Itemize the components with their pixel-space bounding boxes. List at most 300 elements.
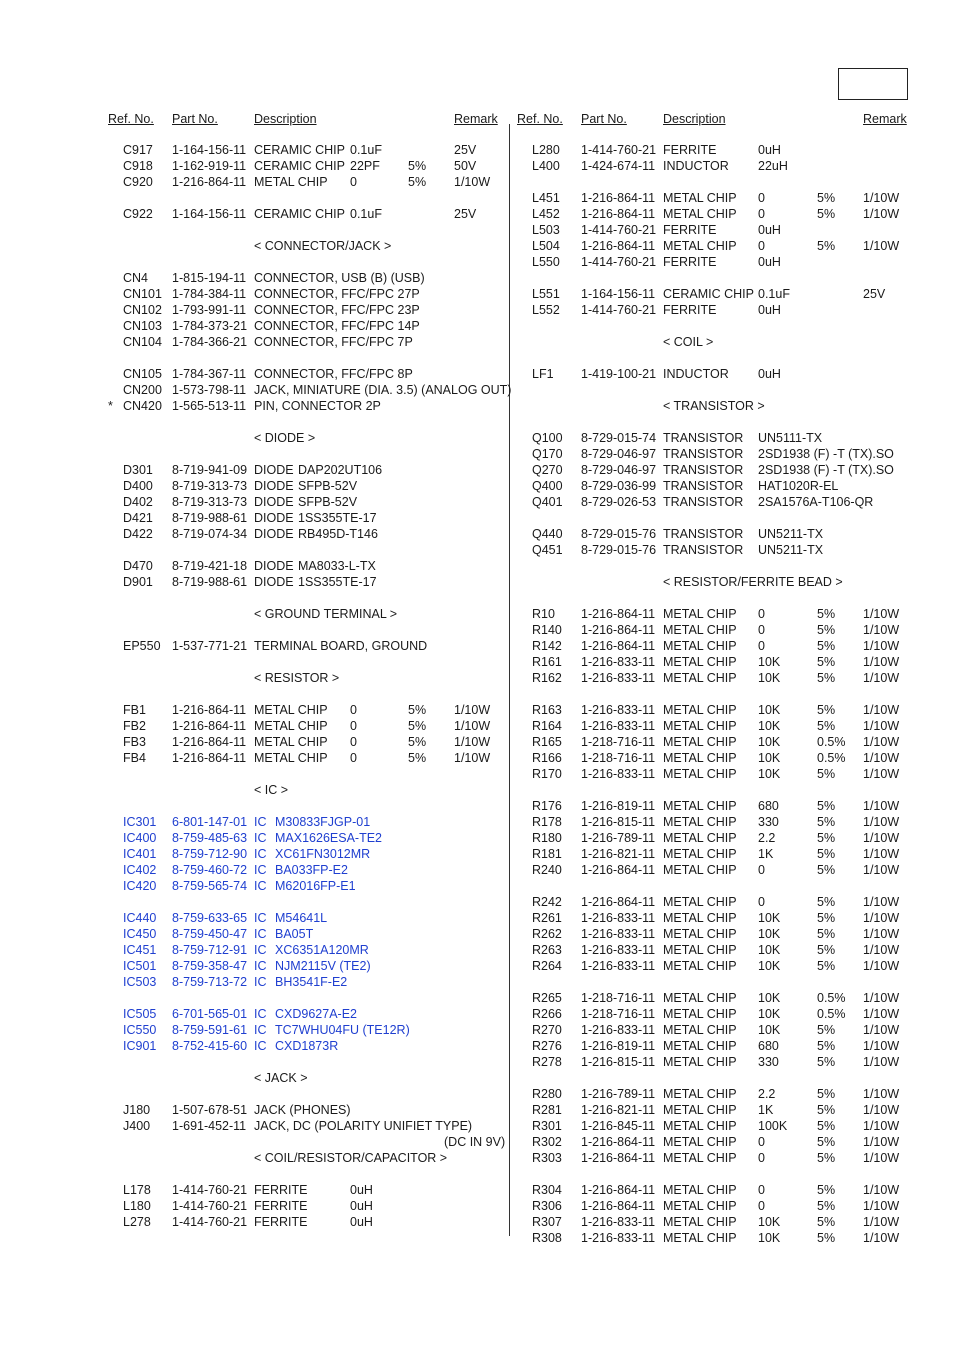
remark-note: [108, 1134, 506, 1150]
component-name: SFPB-52V: [298, 479, 358, 493]
value: 0: [758, 1183, 765, 1197]
part-no: 1-216-833-11: [581, 927, 656, 941]
description: METAL CHIP: [663, 959, 737, 973]
blank-row: [108, 766, 500, 782]
rating: 25V: [454, 207, 477, 221]
part-no: 1-216-833-11: [581, 959, 656, 973]
description: TRANSISTOR: [663, 543, 744, 557]
ref-no: R280: [532, 1087, 562, 1101]
part-row: [517, 1150, 907, 1166]
ref-no: IC301: [123, 815, 157, 829]
part-row: [517, 1038, 907, 1054]
part-row: [108, 1038, 500, 1054]
tolerance: 5%: [817, 959, 836, 973]
part-no: 8-719-988-61: [172, 511, 248, 525]
description-kind: IC: [254, 831, 267, 845]
rating: 1/10W: [863, 1087, 900, 1101]
description: CERAMIC CHIP: [254, 207, 345, 221]
ref-no: L180: [123, 1199, 151, 1213]
ref-no: R10: [532, 607, 555, 621]
ref-no: LF1: [532, 367, 554, 381]
description: METAL CHIP: [663, 639, 737, 653]
part-no: 1-815-194-11: [172, 271, 247, 285]
value: 0: [350, 735, 357, 749]
value: 0: [758, 623, 765, 637]
part-row: [517, 542, 907, 558]
ref-no: IC451: [123, 943, 157, 957]
part-no: 8-729-015-74: [581, 431, 657, 445]
description: FERRITE: [254, 1215, 308, 1229]
blank-row: [517, 414, 907, 430]
value: 0: [758, 1135, 765, 1149]
component-name: NJM2115V (TE2): [275, 959, 371, 973]
part-row: [108, 958, 500, 974]
part-row: [108, 718, 500, 734]
tolerance: 0.5%: [817, 991, 846, 1005]
part-no: 8-759-633-65: [172, 911, 248, 925]
part-no: 1-216-833-11: [581, 1215, 656, 1229]
value: 22PF: [350, 159, 380, 173]
rating: 1/10W: [863, 1183, 900, 1197]
description: METAL CHIP: [663, 1199, 737, 1213]
part-no: 1-216-864-11: [172, 175, 247, 189]
part-no: 1-216-819-11: [581, 799, 656, 813]
ref-no: R170: [532, 767, 562, 781]
value: 2.2: [758, 831, 776, 845]
description: CONNECTOR, FFC/FPC 7P: [254, 335, 413, 349]
part-row: [517, 1054, 907, 1070]
part-row: [517, 606, 907, 622]
part-row: [108, 302, 500, 318]
component-name: CXD1873R: [275, 1039, 339, 1053]
part-no: 1-216-833-11: [581, 1023, 656, 1037]
description: METAL CHIP: [663, 623, 737, 637]
value: 10K: [758, 927, 781, 941]
value: 0uH: [758, 223, 781, 237]
description: METAL CHIP: [254, 751, 328, 765]
part-row: [108, 398, 500, 414]
description: METAL CHIP: [663, 207, 737, 221]
tolerance: 0.5%: [817, 735, 846, 749]
part-no: 8-719-074-34: [172, 527, 248, 541]
ref-no: IC501: [123, 959, 157, 973]
part-no: 8-729-015-76: [581, 527, 657, 541]
ref-no: R303: [532, 1151, 562, 1165]
rating: 1/10W: [863, 719, 900, 733]
description: METAL CHIP: [663, 895, 737, 909]
part-row: [517, 766, 907, 782]
part-row: [108, 270, 500, 286]
blank-row: [517, 590, 907, 606]
description: METAL CHIP: [663, 943, 737, 957]
value: 10K: [758, 1023, 781, 1037]
rating: 1/10W: [863, 767, 900, 781]
section-heading: [108, 1150, 500, 1166]
description: METAL CHIP: [663, 719, 737, 733]
tolerance: 5%: [817, 671, 836, 685]
ref-no: R242: [532, 895, 562, 909]
tolerance: 5%: [817, 719, 836, 733]
value: 10K: [758, 735, 781, 749]
ref-no: R161: [532, 655, 562, 669]
ref-no: R301: [532, 1119, 562, 1133]
blank-row: [108, 1086, 500, 1102]
header-remark: Remark: [863, 112, 907, 126]
part-row: [517, 942, 907, 958]
tolerance: 5%: [817, 831, 836, 845]
part-no: 1-216-864-11: [581, 863, 656, 877]
component-name: XC6351A120MR: [275, 943, 369, 957]
ref-no: L550: [532, 255, 560, 269]
part-no: 8-759-712-91: [172, 943, 248, 957]
tolerance: 5%: [817, 1135, 836, 1149]
part-no: 8-759-591-61: [172, 1023, 248, 1037]
value: 0: [758, 607, 765, 621]
blank-row: [108, 798, 500, 814]
blank-row: [517, 558, 907, 574]
description: FERRITE: [254, 1183, 308, 1197]
tolerance: 5%: [817, 1119, 836, 1133]
description-kind: DIODE: [254, 511, 294, 525]
part-row: [108, 206, 500, 222]
part-row: [108, 158, 500, 174]
ref-no: IC420: [123, 879, 157, 893]
part-row: [517, 142, 907, 158]
section-title: < RESISTOR/FERRITE BEAD >: [663, 575, 843, 589]
blank-row: [517, 1070, 907, 1086]
part-row: [517, 750, 907, 766]
tolerance: 5%: [817, 943, 836, 957]
part-row: [517, 830, 907, 846]
part-no: 8-719-313-73: [172, 495, 248, 509]
part-row: [108, 1022, 500, 1038]
part-row: [517, 478, 907, 494]
value: 10K: [758, 911, 781, 925]
part-no: 1-784-373-21: [172, 319, 248, 333]
rating: 1/10W: [454, 719, 491, 733]
value: 10K: [758, 991, 781, 1005]
ref-no: CN105: [123, 367, 162, 381]
ref-no: FB2: [123, 719, 146, 733]
value: 0: [758, 1151, 765, 1165]
part-row: [517, 814, 907, 830]
part-no: 1-216-864-11: [581, 607, 656, 621]
value: 10K: [758, 703, 781, 717]
description: INDUCTOR: [663, 159, 729, 173]
remark-note-text: (DC IN 9V): [444, 1135, 506, 1149]
tolerance: 5%: [817, 607, 836, 621]
description: TRANSISTOR: [663, 495, 744, 509]
rating: 1/10W: [863, 239, 900, 253]
ref-no: R264: [532, 959, 562, 973]
rating: 1/10W: [863, 191, 900, 205]
ref-no: L178: [123, 1183, 151, 1197]
section-heading: [108, 238, 500, 254]
part-no: 8-759-565-74: [172, 879, 248, 893]
tolerance: 5%: [817, 1055, 836, 1069]
ref-no: CN101: [123, 287, 162, 301]
section-heading: [108, 430, 500, 446]
part-row: [517, 366, 907, 382]
value: 0: [350, 703, 357, 717]
part-no: 1-537-771-21: [172, 639, 248, 653]
description: CONNECTOR, FFC/FPC 27P: [254, 287, 420, 301]
part-row: [517, 990, 907, 1006]
ref-no: CN420: [123, 399, 162, 413]
part-row: [517, 462, 907, 478]
description: CONNECTOR, FFC/FPC 8P: [254, 367, 413, 381]
description: METAL CHIP: [663, 863, 737, 877]
ref-no: IC450: [123, 927, 157, 941]
ref-no: CN200: [123, 383, 162, 397]
part-no: 1-216-833-11: [581, 911, 656, 925]
blank-row: [108, 414, 500, 430]
tolerance: 5%: [408, 735, 427, 749]
part-no: 8-729-015-76: [581, 543, 657, 557]
description: FERRITE: [663, 223, 717, 237]
blank-row: [108, 254, 500, 270]
part-no: 1-793-991-11: [172, 303, 247, 317]
ref-no: D400: [123, 479, 153, 493]
value: 2SD1938 (F) -T (TX).SO: [758, 447, 894, 461]
description: TRANSISTOR: [663, 479, 744, 493]
description-kind: IC: [254, 1023, 267, 1037]
description: JACK, DC (POLARITY UNIFIET TYPE): [254, 1119, 473, 1133]
rating: 1/10W: [863, 735, 900, 749]
value: 0.1uF: [350, 207, 382, 221]
tolerance: 5%: [817, 767, 836, 781]
description: METAL CHIP: [663, 751, 737, 765]
description-kind: IC: [254, 863, 267, 877]
ref-no: IC440: [123, 911, 157, 925]
ref-no: CN104: [123, 335, 162, 349]
part-no: 6-801-147-01: [172, 815, 248, 829]
part-row: [108, 734, 500, 750]
tolerance: 5%: [817, 655, 836, 669]
rating: 1/10W: [863, 623, 900, 637]
tolerance: 5%: [817, 847, 836, 861]
part-no: 1-507-678-51: [172, 1103, 248, 1117]
ref-no: C920: [123, 175, 153, 189]
part-row: [108, 574, 500, 590]
description: PIN, CONNECTOR 2P: [254, 399, 381, 413]
description: METAL CHIP: [663, 1103, 737, 1117]
part-row: [517, 702, 907, 718]
ref-no: R140: [532, 623, 562, 637]
tolerance: 5%: [817, 1087, 836, 1101]
ref-no: R180: [532, 831, 562, 845]
section-title: < COIL >: [663, 335, 714, 349]
blank-row: [517, 270, 907, 286]
value: 0.1uF: [758, 287, 790, 301]
part-no: 1-218-716-11: [581, 991, 656, 1005]
part-no: 1-164-156-11: [172, 207, 247, 221]
part-row: [108, 814, 500, 830]
header-ref-no: Ref. No.: [108, 112, 154, 126]
tolerance: 5%: [408, 703, 427, 717]
tolerance: 5%: [817, 927, 836, 941]
ref-no: CN102: [123, 303, 162, 317]
part-no: 1-216-864-11: [581, 623, 656, 637]
part-row: [108, 910, 500, 926]
part-row: [517, 862, 907, 878]
header-part-no: Part No.: [581, 112, 627, 126]
header-part-no: Part No.: [172, 112, 218, 126]
rating: 1/10W: [863, 1215, 900, 1229]
ref-no: C918: [123, 159, 153, 173]
header-ref-no: Ref. No.: [517, 112, 563, 126]
rating: 1/10W: [863, 207, 900, 221]
part-row: [517, 958, 907, 974]
rating: 1/10W: [863, 1199, 900, 1213]
rating: 1/10W: [863, 655, 900, 669]
part-row: [517, 526, 907, 542]
ref-no: Q440: [532, 527, 563, 541]
description-kind: DIODE: [254, 479, 294, 493]
part-no: 1-216-821-11: [581, 1103, 656, 1117]
value: UN5211-TX: [758, 543, 824, 557]
rating: 1/10W: [863, 895, 900, 909]
part-no: 1-164-156-11: [581, 287, 656, 301]
section-heading: [108, 1070, 500, 1086]
ref-no: Q270: [532, 463, 563, 477]
ref-no: L551: [532, 287, 560, 301]
part-row: [517, 494, 907, 510]
rating: 1/10W: [863, 607, 900, 621]
part-row: [517, 430, 907, 446]
rating: 1/10W: [863, 671, 900, 685]
value: 330: [758, 1055, 779, 1069]
tolerance: 5%: [817, 639, 836, 653]
part-no: 1-784-366-21: [172, 335, 248, 349]
description: TRANSISTOR: [663, 527, 744, 541]
part-row: [108, 366, 500, 382]
column-header: [108, 112, 500, 128]
blank-row: [108, 446, 500, 462]
tolerance: 5%: [817, 1183, 836, 1197]
value: 0uH: [758, 367, 781, 381]
part-row: [108, 1102, 500, 1118]
part-row: [517, 1102, 907, 1118]
blank-row: [517, 974, 907, 990]
part-no: 1-573-798-11: [172, 383, 247, 397]
part-no: 1-216-864-11: [172, 703, 247, 717]
blank-row: [108, 686, 500, 702]
description: METAL CHIP: [663, 815, 737, 829]
ref-no: CN4: [123, 271, 149, 285]
part-no: 1-216-864-11: [172, 735, 247, 749]
ref-no: R308: [532, 1231, 562, 1245]
ref-no: D402: [123, 495, 153, 509]
description: METAL CHIP: [663, 1215, 737, 1229]
part-no: 8-729-046-97: [581, 447, 657, 461]
ref-no: L452: [532, 207, 560, 221]
part-row: [108, 494, 500, 510]
tolerance: 5%: [817, 1023, 836, 1037]
description-kind: IC: [254, 879, 267, 893]
part-no: 1-216-819-11: [581, 1039, 656, 1053]
tolerance: 5%: [817, 1199, 836, 1213]
description: METAL CHIP: [663, 735, 737, 749]
value: 0: [758, 191, 765, 205]
description: METAL CHIP: [663, 1055, 737, 1069]
component-name: XC61FN3012MR: [275, 847, 371, 861]
part-no: 1-565-513-11: [172, 399, 247, 413]
part-no: 1-216-845-11: [581, 1119, 656, 1133]
value: UN5111-TX: [758, 431, 823, 445]
part-row: [108, 702, 500, 718]
description: METAL CHIP: [663, 1039, 737, 1053]
part-row: [517, 1198, 907, 1214]
section-heading: [517, 398, 907, 414]
rating: 50V: [454, 159, 477, 173]
description: METAL CHIP: [663, 911, 737, 925]
ref-no: R240: [532, 863, 562, 877]
description-kind: DIODE: [254, 527, 294, 541]
part-row: [517, 1086, 907, 1102]
description: CERAMIC CHIP: [254, 143, 345, 157]
value: 10K: [758, 943, 781, 957]
part-row: [517, 190, 907, 206]
tolerance: 5%: [817, 703, 836, 717]
description-kind: DIODE: [254, 495, 294, 509]
blank-row: [108, 190, 500, 206]
part-no: 1-216-864-11: [581, 639, 656, 653]
part-row: [517, 1022, 907, 1038]
description: METAL CHIP: [663, 1183, 737, 1197]
part-row: [108, 142, 500, 158]
ref-no: J180: [123, 1103, 151, 1117]
part-row: [517, 654, 907, 670]
tolerance: 0.5%: [817, 751, 846, 765]
part-no: 8-759-460-72: [172, 863, 248, 877]
ref-no: R178: [532, 815, 562, 829]
value: 0uH: [350, 1215, 373, 1229]
component-name: TC7WHU04FU (TE12R): [275, 1023, 410, 1037]
part-no: 1-216-821-11: [581, 847, 656, 861]
value: 0uH: [350, 1183, 373, 1197]
part-row: [108, 830, 500, 846]
part-no: 1-414-760-21: [581, 303, 657, 317]
part-row: [517, 638, 907, 654]
value: 2SA1576A-T106-QR: [758, 495, 874, 509]
value: 2.2: [758, 1087, 776, 1101]
blank-row: [108, 894, 500, 910]
value: 10K: [758, 1231, 781, 1245]
description: METAL CHIP: [663, 1135, 737, 1149]
description: METAL CHIP: [663, 671, 737, 685]
value: 680: [758, 799, 779, 813]
part-row: [108, 1198, 500, 1214]
part-row: [108, 750, 500, 766]
part-no: 8-719-313-73: [172, 479, 248, 493]
rating: 1/10W: [863, 639, 900, 653]
tolerance: 5%: [817, 1231, 836, 1245]
part-no: 1-216-864-11: [581, 1135, 656, 1149]
tolerance: 0.5%: [817, 1007, 846, 1021]
part-no: 8-759-712-90: [172, 847, 248, 861]
part-row: [517, 222, 907, 238]
ref-no: D301: [123, 463, 153, 477]
description: FERRITE: [663, 143, 717, 157]
description-kind: IC: [254, 975, 267, 989]
rating: 1/10W: [454, 735, 491, 749]
part-row: [108, 942, 500, 958]
part-row: [517, 1118, 907, 1134]
value: 10K: [758, 767, 781, 781]
description: CONNECTOR, USB (B) (USB): [254, 271, 425, 285]
part-row: [108, 526, 500, 542]
